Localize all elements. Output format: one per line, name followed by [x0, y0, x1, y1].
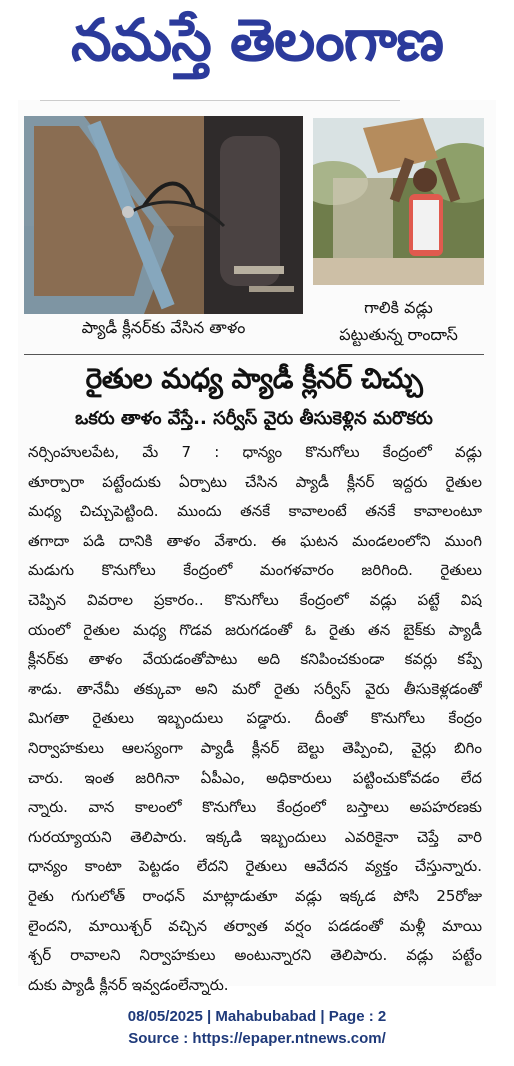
footer-source: Source : https://epaper.ntnews.com/	[128, 1030, 386, 1047]
photo-caption-right	[313, 294, 484, 348]
photo-caption-right-line2: పట్టుతున్న రాందాస్	[339, 325, 458, 344]
article-line: గురయ్యాయని తెలిపారు. ఇక్కడి ఇబ్బందులు ఎవరికైనా చెప్తే వారి	[28, 827, 482, 846]
article-line: తగాదా పడి దానికి తాళం వేశారు. ఈ ఘటన మండలంలోని ముంగి	[28, 531, 482, 550]
article-headline: రైతుల మధ్య ప్యాడీ క్లీనర్ చిచ్చు	[85, 362, 423, 395]
masthead	[0, 0, 514, 96]
farmer-illustration	[313, 118, 484, 285]
article-body	[28, 438, 482, 1000]
footer-date-edition: 08/05/2025 | Mahabubabad | Page : 2	[127, 1008, 387, 1025]
article-line: నర్సింహులపేట, మే 7 : ధాన్యం కొనుగోలు కేంద్రంలో వడ్లు	[28, 443, 482, 461]
article-line: న్నారు. వాన కాలంలో కొనుగోలు కేంద్రంలో బస్తాలు అపహరణకు	[28, 798, 482, 817]
article-line: శ్చర్ రావాలని నిర్వాహకులు అంటున్నారని తెలిపారు. వడ్లు పట్టేం	[28, 946, 482, 965]
article-line: రైతు గుగులోత్ రాంధన్ మాట్లాడుతూ వడ్లు ఇక్కడ పోసి 25రోజు	[28, 886, 482, 905]
article-line: ధాన్యం కాంటా పెట్టడం లేదని రైతులు ఆవేదన వ్యక్తం చేస్తున్నారు.	[28, 857, 482, 876]
photo-caption-right-line1: గాలికి వడ్లు	[364, 298, 433, 317]
article-line: మిగతా రైతులు ఇబ్బందులు పడ్డారు. దీంతో కొనుగోలు కేంద్రం	[28, 709, 482, 728]
article-line: లైందని, మాయిశ్చర్ వచ్చిన తర్వాత వర్షం పడడంతో మళ్లీ మాయి	[28, 916, 482, 935]
farmer-winnowing-photo	[313, 118, 484, 285]
article-line: యంలో రైతుల మధ్య గొడవ జరుగడంతో ఓ రైతు తన బైక్‌కు ప్యాడీ	[28, 620, 482, 639]
paddy-cleaner-photo	[24, 116, 303, 314]
photo-caption-left: ప్యాడీ క్లీనర్‌కు వేసిన తాళం	[81, 318, 246, 337]
article-line: శాడు. తానేమీ తక్కువా అని మరో రైతు సర్వీస్ వైరు తీసుకెళ్లడంతో	[28, 679, 482, 698]
article-line: క్లీనర్‌కు తాళం వేయడంతోపాటు అది కనిపించకుండా కవర్లు కప్పే	[28, 650, 482, 669]
article-line: చారు. ఇంత జరిగినా ఏపీఎం, అధికారులు పట్టించుకోవడం లేద	[28, 768, 482, 787]
article-line: మడుగు కొనుగోలు కేంద్రంలో మంగళవారం జరిగింది. రైతులు	[28, 561, 482, 580]
newspaper-title: నమస్తే తెలంగాణ	[71, 6, 443, 74]
article-line: తూర్పారా పట్టేందుకు ఏర్పాటు చేసిన ప్యాడీ క్లీనర్ ఇద్దరు రైతుల	[28, 472, 482, 491]
article-line: నిర్వాహకులు ఆలస్యంగా ప్యాడీ క్లీనర్ బెల్టు తెప్పించి, వైర్లు బిగిం	[28, 738, 482, 757]
article-subheadline: ఒకరు తాళం వేస్తే.. సర్వీస్ వైరు తీసుకెళ్లిన మరొకరు	[75, 408, 433, 429]
paddy-cleaner-illustration	[24, 116, 303, 314]
clipping-top-edge	[40, 100, 400, 107]
headline-top-rule	[24, 354, 484, 355]
article-line: దుకు ప్యాడీ క్లీనర్ ఇవ్వడంలేన్నారు.	[28, 975, 229, 994]
article-line: చెప్పిన వివరాల ప్రకారం.. కొనుగోలు కేంద్రంలో వడ్లు పట్టే విష	[28, 590, 482, 609]
article-line: మధ్య చిచ్చుపెట్టింది. ముందు తనకే కావాలంటే తనకే కావాలంటూ	[28, 502, 482, 521]
